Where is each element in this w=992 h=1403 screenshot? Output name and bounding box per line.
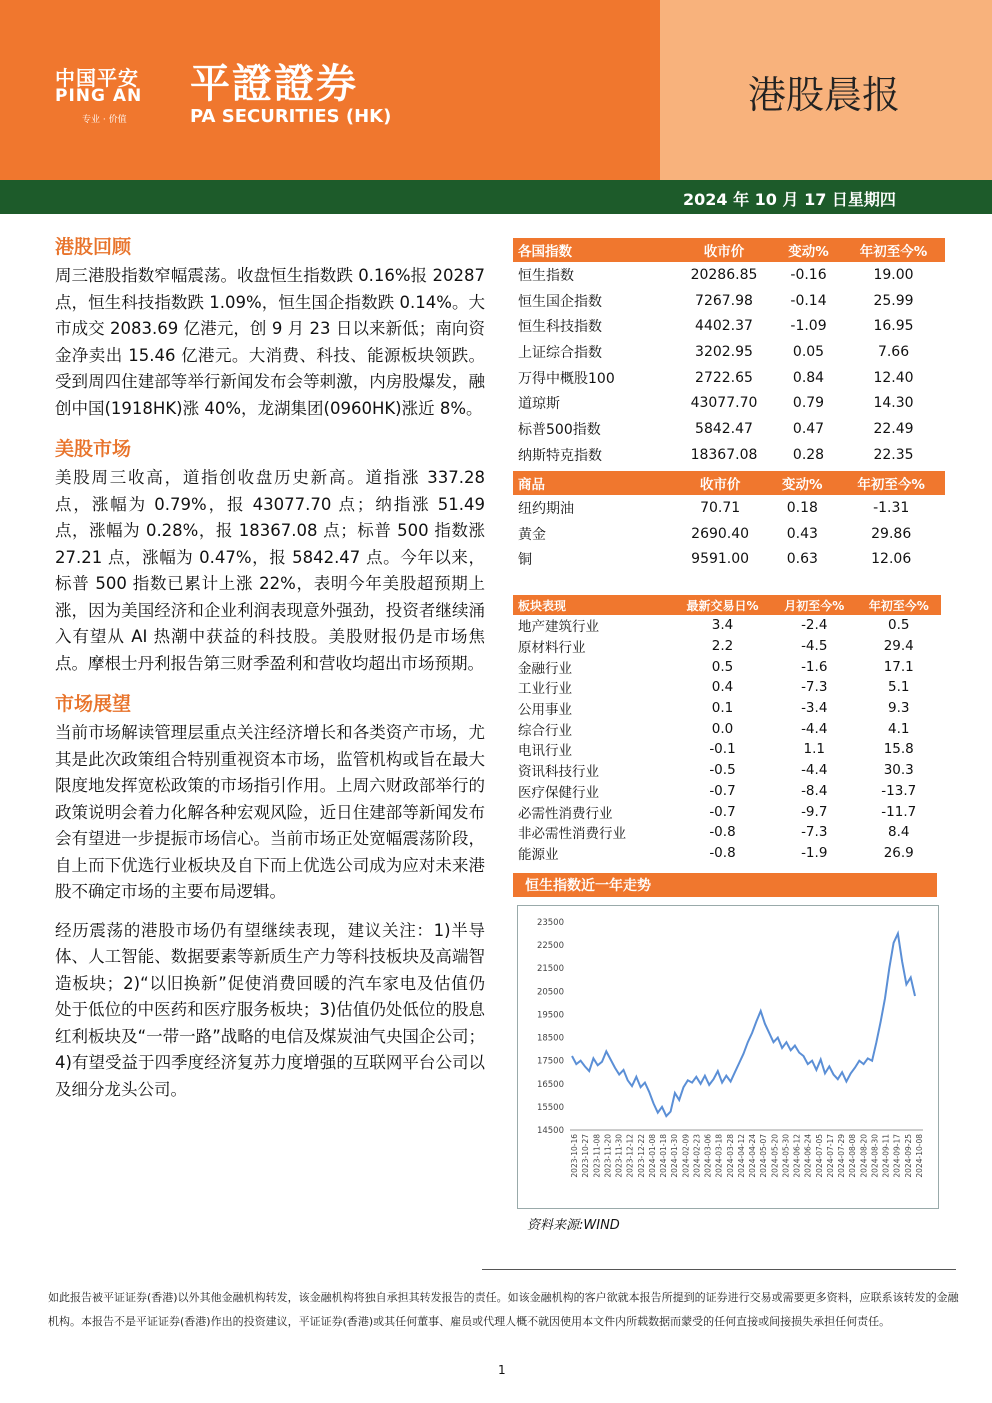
row-label: 恒生国企指数 bbox=[518, 293, 602, 310]
table-cell: 30.3 bbox=[883, 762, 914, 779]
table-cell: -4.4 bbox=[801, 720, 828, 737]
table-cell: 2722.65 bbox=[695, 369, 753, 386]
commodities-table bbox=[513, 471, 945, 572]
hsi-line-chart bbox=[518, 906, 938, 1208]
x-tick-label: 2024-10-08 bbox=[915, 1134, 924, 1178]
x-tick-label: 2024-08-30 bbox=[870, 1134, 880, 1178]
x-tick-label: 2024-07-17 bbox=[825, 1134, 835, 1178]
row-label: 电讯行业 bbox=[518, 743, 572, 760]
column-header: 变动% bbox=[775, 238, 842, 262]
table-row bbox=[513, 822, 941, 843]
table-row bbox=[513, 495, 945, 521]
table-cell: 18367.08 bbox=[690, 446, 758, 463]
table-cell: -8.4 bbox=[801, 782, 828, 799]
row-label: 纽约期油 bbox=[518, 500, 574, 517]
table-cell: 19.00 bbox=[873, 266, 914, 283]
table-cell: -11.7 bbox=[881, 803, 917, 820]
table-cell: 2.2 bbox=[711, 638, 734, 655]
table-row bbox=[513, 365, 945, 391]
table-cell: 0.43 bbox=[786, 525, 818, 542]
table-cell: 0.5 bbox=[888, 617, 910, 634]
x-tick-label: 2024-06-24 bbox=[803, 1134, 813, 1178]
disclaimer: 如此报告被平证证券(香港)以外其他金融机构转发，该金融机构将独自承担其转发报告的责任。如该金融机构的客户欲就本报告所提到的证券进行交易或需要更多资料，应联系该转发的金融机构。本报告不是平证证券(香港)作出的投资建议，平证证券(香港)或其任何董事、雇员或代理人概不就因使用本文件内所载数据而蒙受的任何直接或间接损失承担任何责任。 bbox=[48, 1291, 959, 1328]
y-tick-label: 21500 bbox=[536, 964, 564, 975]
row-label: 工业行业 bbox=[518, 681, 572, 698]
section-hk-review bbox=[55, 232, 485, 422]
table-cell: -0.7 bbox=[709, 782, 736, 799]
table-cell: 0.5 bbox=[711, 658, 734, 675]
table-cell: 70.71 bbox=[700, 499, 741, 516]
table-cell: 16.95 bbox=[873, 318, 914, 335]
y-tick-label: 14500 bbox=[536, 1126, 564, 1136]
section-title: 美股市场 bbox=[55, 438, 132, 460]
footer-divider bbox=[482, 1269, 956, 1270]
table-cell: 9591.00 bbox=[691, 551, 750, 568]
table-row bbox=[513, 739, 941, 760]
column-header: 商品 bbox=[513, 471, 673, 495]
table-cell: 3.4 bbox=[711, 617, 734, 634]
table-cell: 0.28 bbox=[792, 446, 825, 463]
row-label: 非必需性消费行业 bbox=[518, 826, 626, 843]
column-header: 收市价 bbox=[673, 471, 767, 495]
page-number: 1 bbox=[498, 1363, 506, 1377]
table-cell: 22.35 bbox=[873, 446, 914, 463]
table-row bbox=[513, 288, 945, 314]
table-row bbox=[513, 801, 941, 822]
x-tick-label: 2024-03-18 bbox=[714, 1134, 724, 1178]
row-label: 公用事业 bbox=[518, 702, 572, 719]
table-cell: 0.84 bbox=[792, 369, 825, 386]
section-title: 市场展望 bbox=[55, 693, 132, 715]
x-tick-label: 2024-07-29 bbox=[837, 1134, 847, 1178]
column-header: 月初至今% bbox=[772, 595, 857, 615]
pa-securities-logo-en: PA SECURITIES (HK) bbox=[190, 106, 392, 127]
table-cell: 0.1 bbox=[711, 700, 734, 717]
x-tick-label: 2024-08-20 bbox=[859, 1134, 869, 1178]
x-tick-label: 2024-05-07 bbox=[759, 1134, 769, 1178]
table-cell: 0.47 bbox=[792, 420, 825, 437]
table-cell: 14.30 bbox=[873, 395, 914, 412]
row-label: 资讯科技行业 bbox=[518, 764, 599, 781]
column-header: 变动% bbox=[767, 471, 837, 495]
column-header: 最新交易日% bbox=[673, 595, 772, 615]
section-paragraph: 美股周三收高，道指创收盘历史新高。道指涨 337.28 点，涨幅为 0.79%，报 43077.70 点；纳指涨 51.49 点，涨幅为 0.28%，报 18367.08 点；标普 500 指数涨 27.21 点，涨幅为 0.47%，报 5842.47 点。今年以来，标普 500 指数已累计上涨 22%，表明今年美股超预期上涨，因为美国经济和企业利润表现意外强劲，投资者继续涌入有望从 AI 热潮中获益的科技股。美股财报仍是市场焦点。摩根士丹利报告第三财季盈利和营收均超出市场预期。 bbox=[55, 468, 485, 673]
table-cell: 9.3 bbox=[888, 700, 910, 717]
row-label: 医疗保健行业 bbox=[518, 784, 599, 801]
sector-table bbox=[513, 595, 941, 863]
x-tick-label: 2024-01-08 bbox=[647, 1134, 657, 1178]
table-cell: 5.1 bbox=[888, 679, 910, 696]
table-row bbox=[513, 313, 945, 339]
x-tick-label: 2024-03-06 bbox=[703, 1134, 713, 1178]
table-cell: -3.4 bbox=[801, 700, 828, 717]
chart-source: 资料来源:WIND bbox=[527, 1218, 620, 1233]
table-cell: 7267.98 bbox=[695, 292, 753, 309]
table-cell: -1.6 bbox=[801, 658, 828, 675]
x-tick-label: 2024-01-30 bbox=[670, 1134, 680, 1178]
table-cell: 0.05 bbox=[792, 343, 825, 360]
x-tick-label: 2024-09-25 bbox=[903, 1134, 913, 1178]
table-row bbox=[513, 656, 941, 677]
table-cell: 4.1 bbox=[888, 720, 910, 737]
table-cell: -7.3 bbox=[801, 679, 828, 696]
table-cell: -1.09 bbox=[790, 318, 827, 335]
table-cell: 17.1 bbox=[883, 658, 914, 675]
y-tick-label: 20500 bbox=[536, 987, 564, 998]
pingan-logo-tagline: 专业 · 价值 bbox=[82, 115, 127, 125]
row-label: 万得中概股100 bbox=[518, 370, 615, 387]
y-tick-label: 15500 bbox=[536, 1102, 564, 1113]
column-header: 板块表现 bbox=[513, 595, 673, 615]
row-label: 标普500指数 bbox=[518, 421, 601, 438]
row-label: 纳斯特克指数 bbox=[518, 447, 602, 464]
x-tick-label: 2024-07-05 bbox=[814, 1134, 824, 1178]
table-cell: 0.4 bbox=[711, 679, 734, 696]
table-row bbox=[513, 442, 945, 468]
row-label: 地产建筑行业 bbox=[518, 619, 599, 636]
table-cell: -0.7 bbox=[709, 803, 736, 820]
pa-securities-logo-cn: 平證證券 bbox=[190, 61, 358, 107]
column-header: 各国指数 bbox=[513, 238, 673, 262]
table-cell: -0.8 bbox=[709, 824, 736, 841]
table-row bbox=[513, 521, 945, 547]
x-tick-label: 2023-10-27 bbox=[581, 1134, 591, 1178]
table-row bbox=[513, 760, 941, 781]
table-cell: -7.3 bbox=[801, 824, 828, 841]
hsi-chart bbox=[517, 905, 939, 1209]
section-paragraph: 周三港股指数窄幅震荡。收盘恒生指数跌 0.16%报 20287 点，恒生科技指数跌 1.09%，恒生国企指数跌 0.14%。大市成交 2083.69 亿港元，创 9 月 23 日以来新低；南向资金净卖出 15.46 亿港元。大消费、科技、能源板块领跌。受到周四住建部等举行新闻发布会等刺激，内房股爆发，融创中国(1918HK)涨 40%，龙湖集团(0960HK)涨近 8%。 bbox=[55, 266, 485, 418]
table-cell: -1.9 bbox=[801, 844, 828, 861]
y-tick-label: 18500 bbox=[536, 1033, 564, 1044]
column-header: 年初至今% bbox=[856, 595, 941, 615]
table-row bbox=[513, 546, 945, 572]
table-row bbox=[513, 698, 941, 719]
x-tick-label: 2023-12-12 bbox=[625, 1134, 635, 1178]
table-cell: 8.4 bbox=[888, 824, 910, 841]
pingan-logo-cn: 中国平安 bbox=[55, 66, 139, 90]
table-row bbox=[513, 718, 941, 739]
table-cell: -1.31 bbox=[873, 499, 910, 516]
commentary-column bbox=[55, 232, 485, 1111]
table-header-row bbox=[513, 238, 945, 262]
x-tick-label: 2024-02-09 bbox=[681, 1134, 691, 1178]
table-cell: 29.4 bbox=[883, 638, 914, 655]
x-tick-label: 2024-09-11 bbox=[881, 1134, 891, 1178]
x-tick-label: 2023-10-16 bbox=[570, 1134, 579, 1178]
row-label: 道琼斯 bbox=[518, 396, 560, 413]
table-header-row bbox=[513, 595, 941, 615]
row-label: 必需性消费行业 bbox=[518, 805, 613, 822]
x-tick-label: 2024-09-17 bbox=[892, 1134, 902, 1178]
table-row bbox=[513, 781, 941, 802]
table-row bbox=[513, 677, 941, 698]
y-tick-label: 23500 bbox=[536, 918, 564, 928]
table-row bbox=[513, 339, 945, 365]
table-cell: -2.4 bbox=[801, 617, 828, 634]
section-outlook bbox=[55, 689, 485, 1103]
section-paragraph: 经历震荡的港股市场仍有望继续表现，建议关注：1)半导体、人工智能、数据要素等新质生产力等科技板块及高端智造板块；2)“以旧换新”促使消费回暖的汽车家电及估值仍处于低位的中医药和医疗服务板块；3)估值仍处低位的股息红利板块及“一带一路”战略的电信及煤炭油气央国企公司；4)有望受益于四季度经济复苏力度增强的互联网平台公司以及细分龙头公司。 bbox=[55, 920, 485, 1099]
table-row bbox=[513, 390, 945, 416]
table-row bbox=[513, 615, 941, 636]
row-label: 恒生指数 bbox=[518, 267, 574, 284]
table-cell: 0.18 bbox=[786, 499, 818, 516]
table-cell: -0.1 bbox=[709, 741, 736, 758]
table-cell: 12.40 bbox=[873, 369, 914, 386]
table-cell: 20286.85 bbox=[690, 266, 758, 283]
report-title: 港股晨报 bbox=[748, 73, 901, 117]
x-tick-label: 2024-04-12 bbox=[736, 1134, 746, 1178]
table-row bbox=[513, 262, 945, 288]
x-tick-label: 2023-12-22 bbox=[636, 1134, 646, 1178]
section-us-market bbox=[55, 434, 485, 677]
table-cell: 2690.40 bbox=[691, 525, 750, 542]
section-title: 港股回顾 bbox=[55, 236, 132, 258]
table-cell: -4.5 bbox=[801, 638, 828, 655]
x-tick-label: 2024-08-08 bbox=[848, 1134, 858, 1178]
x-tick-label: 2024-01-18 bbox=[659, 1134, 669, 1178]
table-cell: 0.79 bbox=[792, 395, 825, 412]
x-tick-label: 2024-02-23 bbox=[692, 1134, 702, 1178]
table-cell: -0.14 bbox=[790, 292, 827, 309]
table-cell: 15.8 bbox=[883, 741, 914, 758]
y-tick-label: 19500 bbox=[536, 1010, 564, 1021]
table-cell: -0.8 bbox=[709, 844, 736, 861]
table-row bbox=[513, 636, 941, 657]
y-tick-label: 16500 bbox=[536, 1079, 564, 1090]
table-row bbox=[513, 416, 945, 442]
x-tick-label: 2024-05-30 bbox=[781, 1134, 791, 1178]
row-label: 恒生科技指数 bbox=[518, 319, 602, 336]
report-date: 2024 年 10 月 17 日星期四 bbox=[683, 190, 896, 209]
table-cell: 26.9 bbox=[883, 844, 914, 861]
x-tick-label: 2024-06-12 bbox=[792, 1134, 802, 1178]
row-label: 原材料行业 bbox=[518, 640, 586, 657]
x-tick-label: 2023-11-08 bbox=[592, 1134, 602, 1178]
table-cell: 25.99 bbox=[873, 292, 914, 309]
y-tick-label: 22500 bbox=[536, 941, 564, 952]
x-tick-label: 2024-03-28 bbox=[725, 1134, 735, 1178]
table-row bbox=[513, 843, 941, 864]
table-cell: -9.7 bbox=[801, 803, 828, 820]
column-header: 年初至今% bbox=[842, 238, 945, 262]
column-header: 年初至今% bbox=[837, 471, 945, 495]
chart-title: 恒生指数近一年走势 bbox=[525, 878, 651, 894]
indices-table bbox=[513, 238, 945, 468]
table-header-row bbox=[513, 471, 945, 495]
x-tick-label: 2023-11-20 bbox=[603, 1134, 613, 1178]
pingan-logo-en: PING AN bbox=[55, 86, 143, 106]
table-cell: 3202.95 bbox=[695, 343, 753, 360]
row-label: 综合行业 bbox=[518, 722, 572, 739]
row-label: 铜 bbox=[518, 552, 532, 569]
hsi-series-line bbox=[572, 934, 915, 1117]
table-cell: 0.0 bbox=[711, 720, 734, 737]
table-cell: 22.49 bbox=[873, 420, 914, 437]
column-header: 收市价 bbox=[673, 238, 775, 262]
table-cell: -0.5 bbox=[709, 762, 736, 779]
table-cell: -4.4 bbox=[801, 762, 828, 779]
table-cell: 43077.70 bbox=[690, 395, 758, 412]
table-cell: 29.86 bbox=[871, 525, 912, 542]
table-cell: 1.1 bbox=[803, 741, 825, 758]
table-cell: -0.16 bbox=[790, 266, 827, 283]
table-cell: 5842.47 bbox=[695, 420, 753, 437]
x-tick-label: 2023-11-30 bbox=[614, 1134, 624, 1178]
section-paragraph: 当前市场解读管理层重点关注经济增长和各类资产市场，尤其是此次政策组合特别重视资本市场，监管机构或旨在最大限度地发挥宽松政策的市场指引作用。上周六财政部举行的政策说明会着力化解各种宏观风险，近日住建部等新闻发布会有望进一步提振市场信心。当前市场正处宽幅震荡阶段，自上而下优选行业板块及自下而上优选公司成为应对未来港股不确定市场的主要布局逻辑。 bbox=[55, 723, 485, 901]
row-label: 金融行业 bbox=[518, 660, 572, 677]
table-cell: 0.63 bbox=[786, 551, 818, 568]
row-label: 黄金 bbox=[518, 526, 546, 543]
y-tick-label: 17500 bbox=[536, 1056, 564, 1067]
table-cell: 4402.37 bbox=[695, 318, 753, 335]
table-cell: 7.66 bbox=[877, 343, 910, 360]
x-tick-label: 2024-05-20 bbox=[770, 1134, 780, 1178]
x-tick-label: 2024-04-24 bbox=[748, 1134, 758, 1178]
row-label: 能源业 bbox=[518, 846, 559, 863]
row-label: 上证综合指数 bbox=[518, 344, 602, 361]
table-cell: 12.06 bbox=[871, 551, 912, 568]
table-cell: -13.7 bbox=[881, 782, 917, 799]
